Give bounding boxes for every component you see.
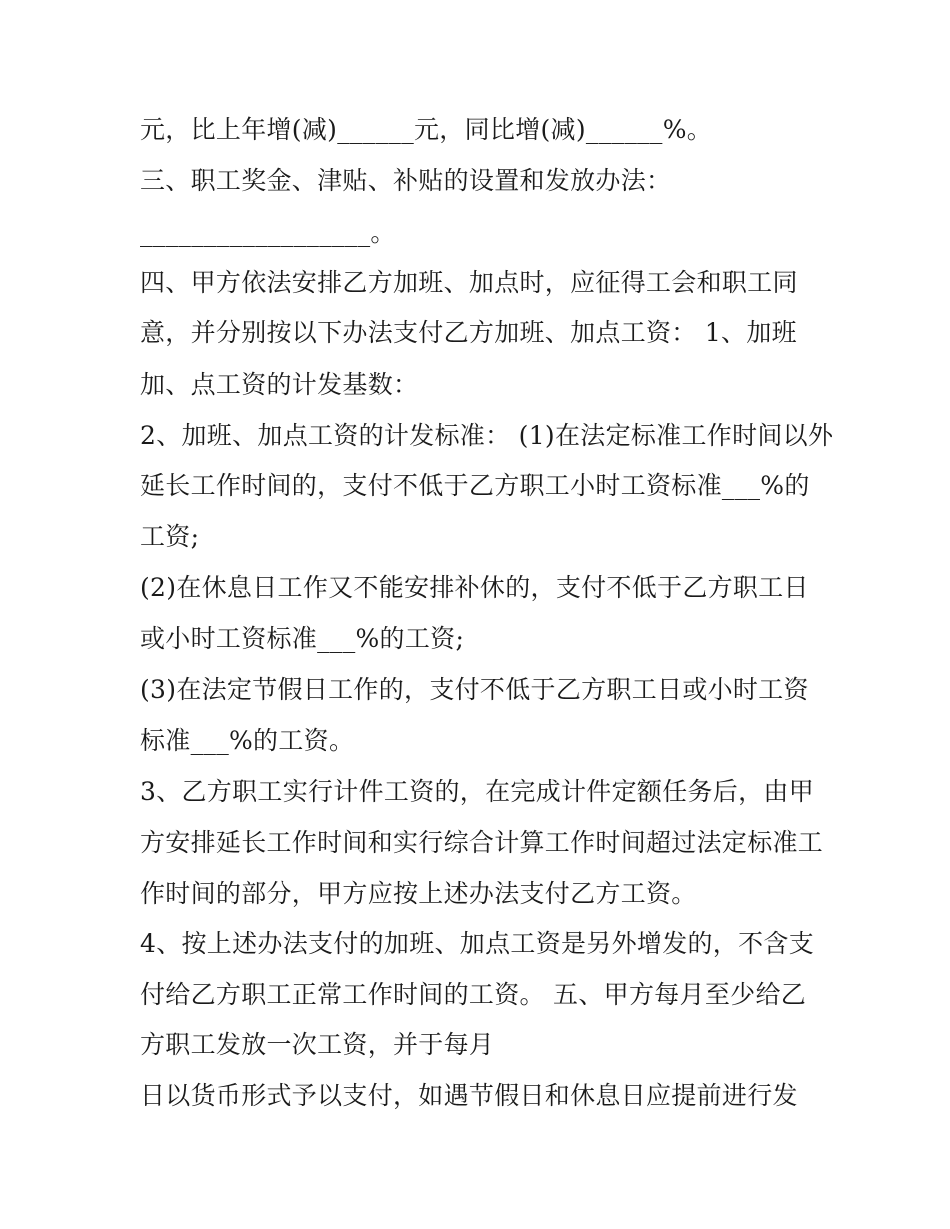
text-line: (2)在休息日工作又不能安排补休的，支付不低于乙方职工日	[140, 573, 809, 602]
text-line: (3)在法定节假日工作的，支付不低于乙方职工日或小时工资	[140, 675, 809, 704]
text-line: 三、职工奖金、津贴、补贴的设置和发放办法：	[140, 166, 672, 195]
text-line: 加、点工资的计发基数：	[140, 370, 419, 399]
text-line: 3、乙方职工实行计件工资的，在完成计件定额任务后，由甲	[140, 777, 815, 806]
text-line: 日以货币形式予以支付，如遇节假日和休息日应提前进行发	[140, 1081, 798, 1110]
text-line: 工资;	[140, 522, 200, 551]
text-line: __________________。	[140, 218, 396, 247]
text-line: 或小时工资标准___%的工资;	[140, 624, 465, 653]
text-line: 标准___%的工资。	[140, 726, 355, 755]
text-line: 4、按上述办法支付的加班、加点工资是另外增发的，不含支	[140, 929, 815, 958]
text-line: 元，比上年增(减)______元，同比增(减)______%。	[140, 115, 713, 144]
text-line: 方职工发放一次工资，并于每月	[140, 1030, 495, 1059]
text-line: 四、甲方依法安排乙方加班、加点时，应征得工会和职工同	[140, 268, 798, 297]
text-line: 2、加班、加点工资的计发标准： (1)在法定标准工作时间以外	[140, 421, 834, 450]
text-line: 延长工作时间的，支付不低于乙方职工小时工资标准___%的	[140, 471, 810, 500]
text-line: 意，并分别按以下办法支付乙方加班、加点工资： 1、加班	[140, 318, 797, 347]
text-line: 付给乙方职工正常工作时间的工资。 五、甲方每月至少给乙	[140, 980, 807, 1009]
text-line: 方安排延长工作时间和实行综合计算工作时间超过法定标准工	[140, 828, 824, 857]
text-line: 作时间的部分，甲方应按上述办法支付乙方工资。	[140, 879, 697, 908]
